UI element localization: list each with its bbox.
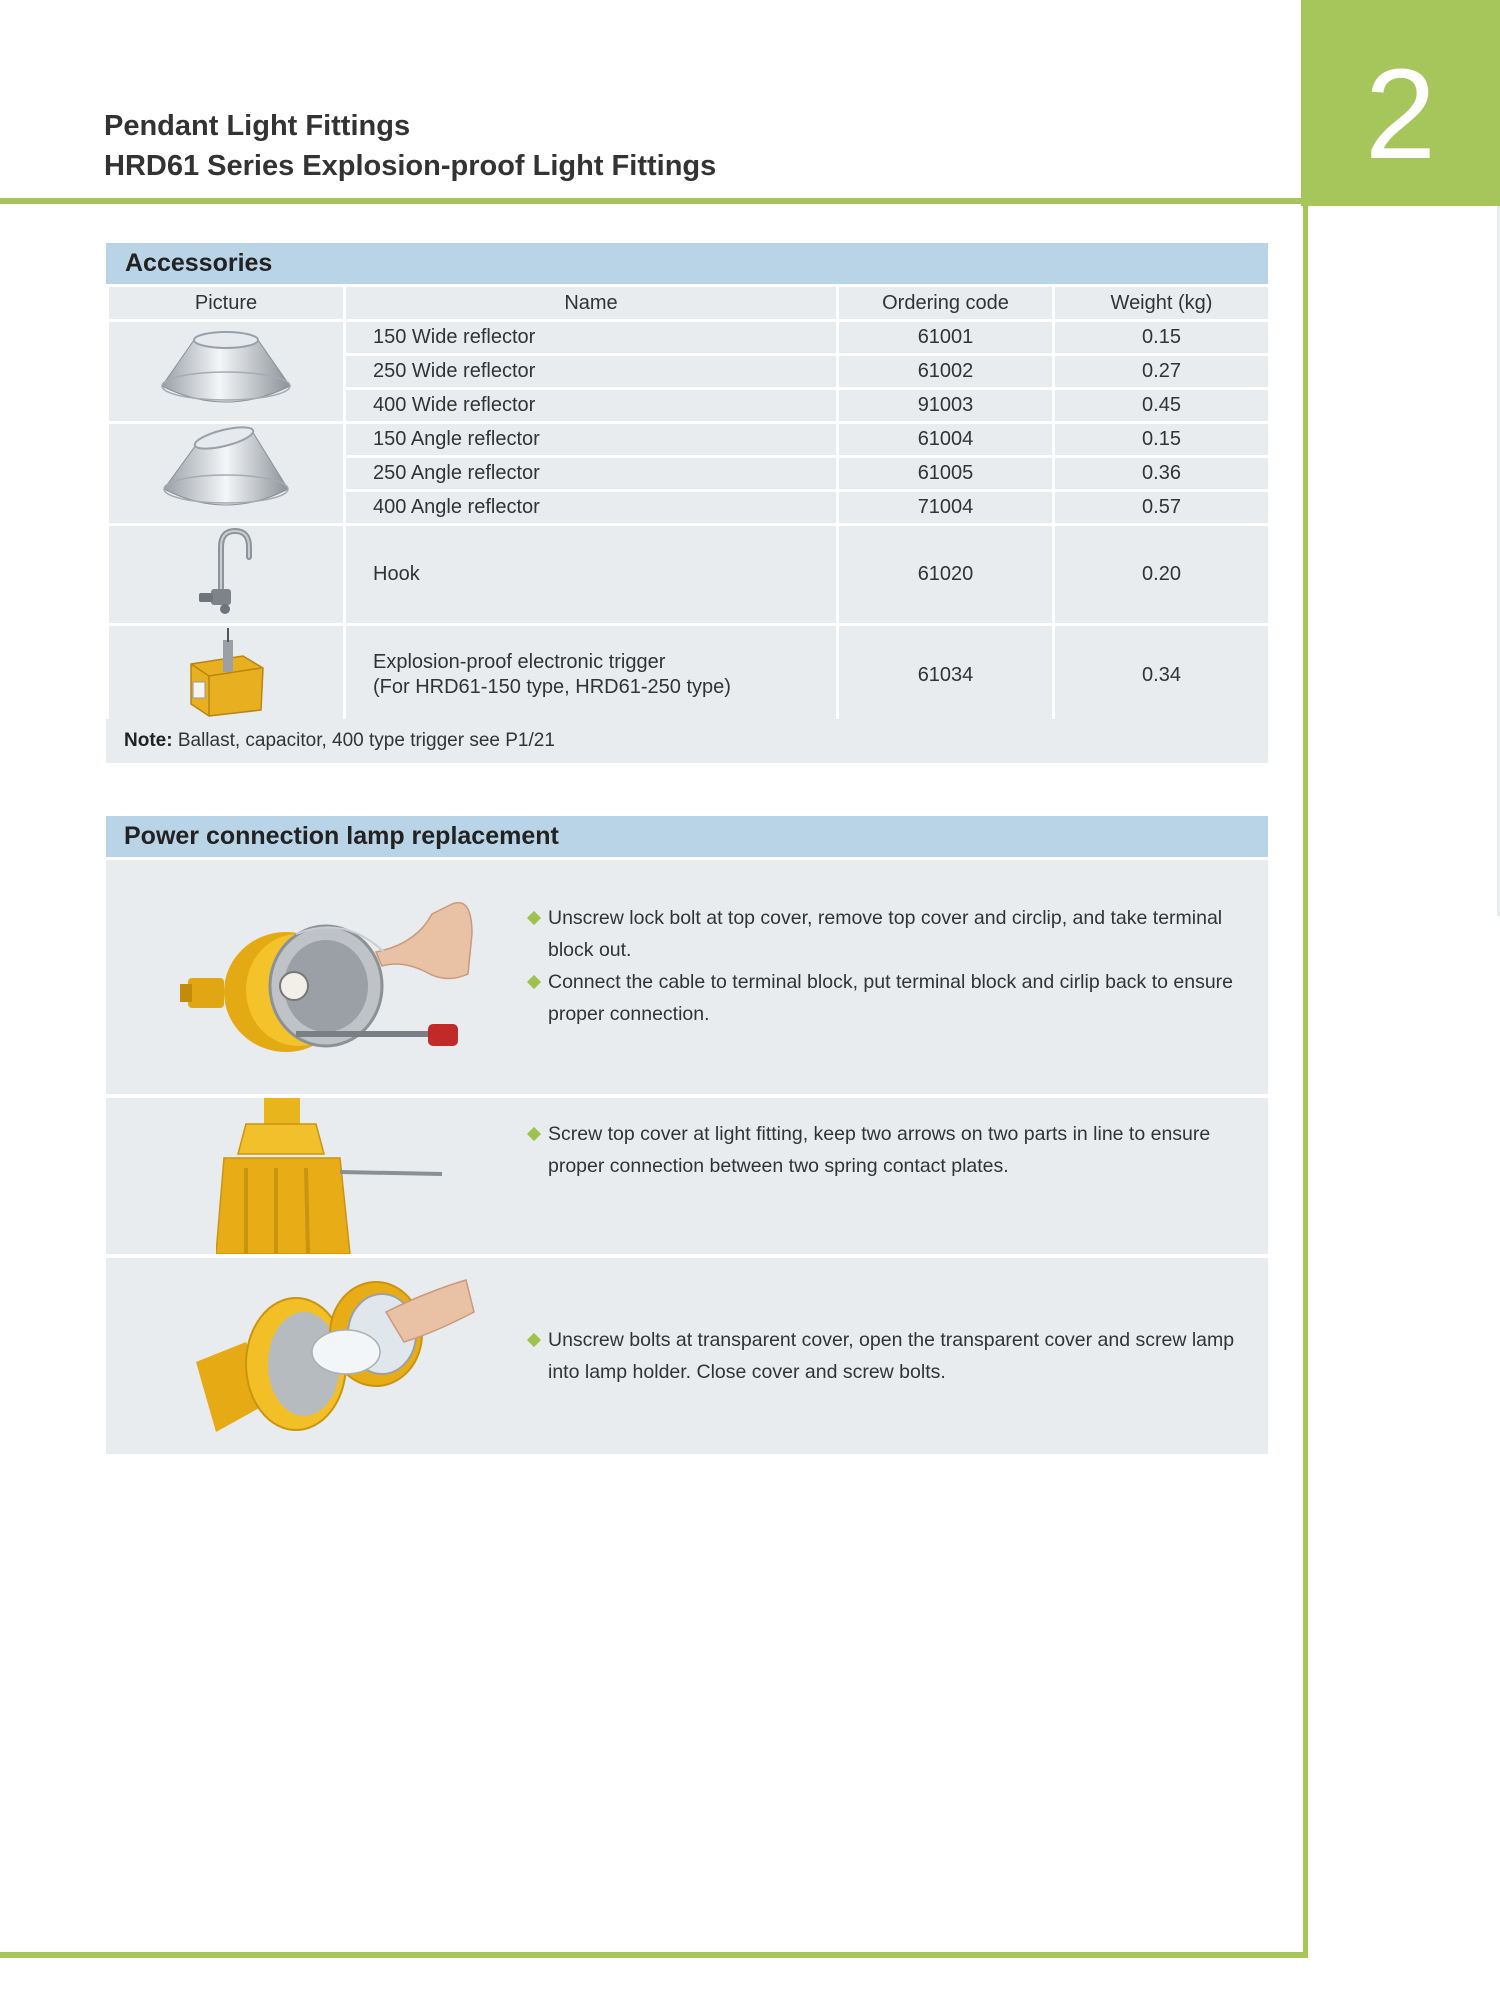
angle-reflector-image xyxy=(156,425,296,517)
instruction-item xyxy=(526,966,1266,1030)
cell-weight: 0.57 xyxy=(1054,491,1270,525)
step-2 xyxy=(106,1098,1268,1254)
instruction-item xyxy=(526,1118,1266,1182)
step-1 xyxy=(106,860,1268,1094)
trigger-picture xyxy=(108,625,345,726)
table-row xyxy=(108,321,1270,355)
page-number: 2 xyxy=(1364,43,1437,186)
hook-image xyxy=(191,527,261,617)
cell-weight: 0.15 xyxy=(1054,321,1270,355)
page-number-tab xyxy=(1301,0,1500,206)
wide-reflector-picture xyxy=(108,321,345,423)
cell-code: 61034 xyxy=(838,625,1054,726)
cell-name: 150 Angle reflector xyxy=(345,423,838,457)
cell-weight: 0.45 xyxy=(1054,389,1270,423)
trigger-name: Explosion-proof electronic trigger xyxy=(373,651,666,673)
cell-name: 400 Angle reflector xyxy=(345,491,838,525)
bottom-border xyxy=(0,1952,1308,1958)
cell-weight: 0.20 xyxy=(1054,525,1270,625)
note-label: Note: xyxy=(124,730,173,751)
step-2-instructions xyxy=(526,1118,1266,1182)
instruction-text: Screw top cover at light fitting, keep two arrows on two parts in line to ensure proper connection between two spring contact plates. xyxy=(548,1123,1211,1177)
column-header-code: Ordering code xyxy=(838,286,1054,321)
note-text: Ballast, capacitor, 400 type trigger see P1/21 xyxy=(172,730,555,751)
cell-code: 61020 xyxy=(838,525,1054,625)
cell-name: 250 Wide reflector xyxy=(345,355,838,389)
cell-name: 150 Wide reflector xyxy=(345,321,838,355)
cell-code: 61001 xyxy=(838,321,1054,355)
cell-code: 71004 xyxy=(838,491,1054,525)
cell-code: 91003 xyxy=(838,389,1054,423)
cell-weight: 0.15 xyxy=(1054,423,1270,457)
step-3 xyxy=(106,1258,1268,1454)
page-subtitle: HRD61 Series Explosion-proof Light Fittings xyxy=(104,150,717,182)
table-row xyxy=(108,423,1270,457)
accessories-heading: Accessories xyxy=(106,243,1268,284)
trigger-image xyxy=(183,626,269,718)
bullet-diamond-icon xyxy=(527,975,541,989)
lamp-replacement-photo xyxy=(176,1272,476,1448)
right-border xyxy=(1303,206,1308,1958)
bullet-diamond-icon xyxy=(527,1333,541,1347)
cell-weight: 0.34 xyxy=(1054,625,1270,726)
cell-code: 61002 xyxy=(838,355,1054,389)
bullet-diamond-icon xyxy=(527,1127,541,1141)
accessories-note xyxy=(106,719,1268,763)
cell-code: 61005 xyxy=(838,457,1054,491)
accessories-table xyxy=(106,284,1271,727)
table-row xyxy=(108,625,1270,726)
step-1-instructions xyxy=(526,902,1266,1030)
cell-name: 250 Angle reflector xyxy=(345,457,838,491)
top-cover-photo xyxy=(216,1098,456,1254)
instruction-text: Unscrew lock bolt at top cover, remove top cover and circlip, and take terminal block out. xyxy=(548,907,1223,961)
power-heading: Power connection lamp replacement xyxy=(106,816,1268,857)
bullet-diamond-icon xyxy=(527,911,541,925)
cell-code: 61004 xyxy=(838,423,1054,457)
cell-name: 400 Wide reflector xyxy=(345,389,838,423)
header-divider xyxy=(0,198,1301,204)
terminal-block-photo xyxy=(176,874,476,1070)
trigger-name-note: (For HRD61-150 type, HRD61-250 type) xyxy=(373,676,731,698)
table-row xyxy=(108,525,1270,625)
column-header-picture: Picture xyxy=(108,286,345,321)
column-header-name: Name xyxy=(345,286,838,321)
angle-reflector-picture xyxy=(108,423,345,525)
table-header-row xyxy=(108,286,1270,321)
cell-name: Hook xyxy=(345,525,838,625)
wide-reflector-image xyxy=(156,326,296,412)
cell-name xyxy=(345,625,838,726)
page-title: Pendant Light Fittings xyxy=(104,110,411,142)
step-3-instructions xyxy=(526,1324,1266,1388)
instruction-item xyxy=(526,1324,1266,1388)
cell-weight: 0.27 xyxy=(1054,355,1270,389)
instruction-item xyxy=(526,902,1266,966)
hook-picture xyxy=(108,525,345,625)
instruction-text: Connect the cable to terminal block, put terminal block and cirlip back to ensure proper connection. xyxy=(548,971,1234,1025)
cell-weight: 0.36 xyxy=(1054,457,1270,491)
column-header-weight: Weight (kg) xyxy=(1054,286,1270,321)
instruction-text: Unscrew bolts at transparent cover, open the transparent cover and screw lamp into lamp holder. Close cover and screw bolts. xyxy=(548,1329,1235,1383)
